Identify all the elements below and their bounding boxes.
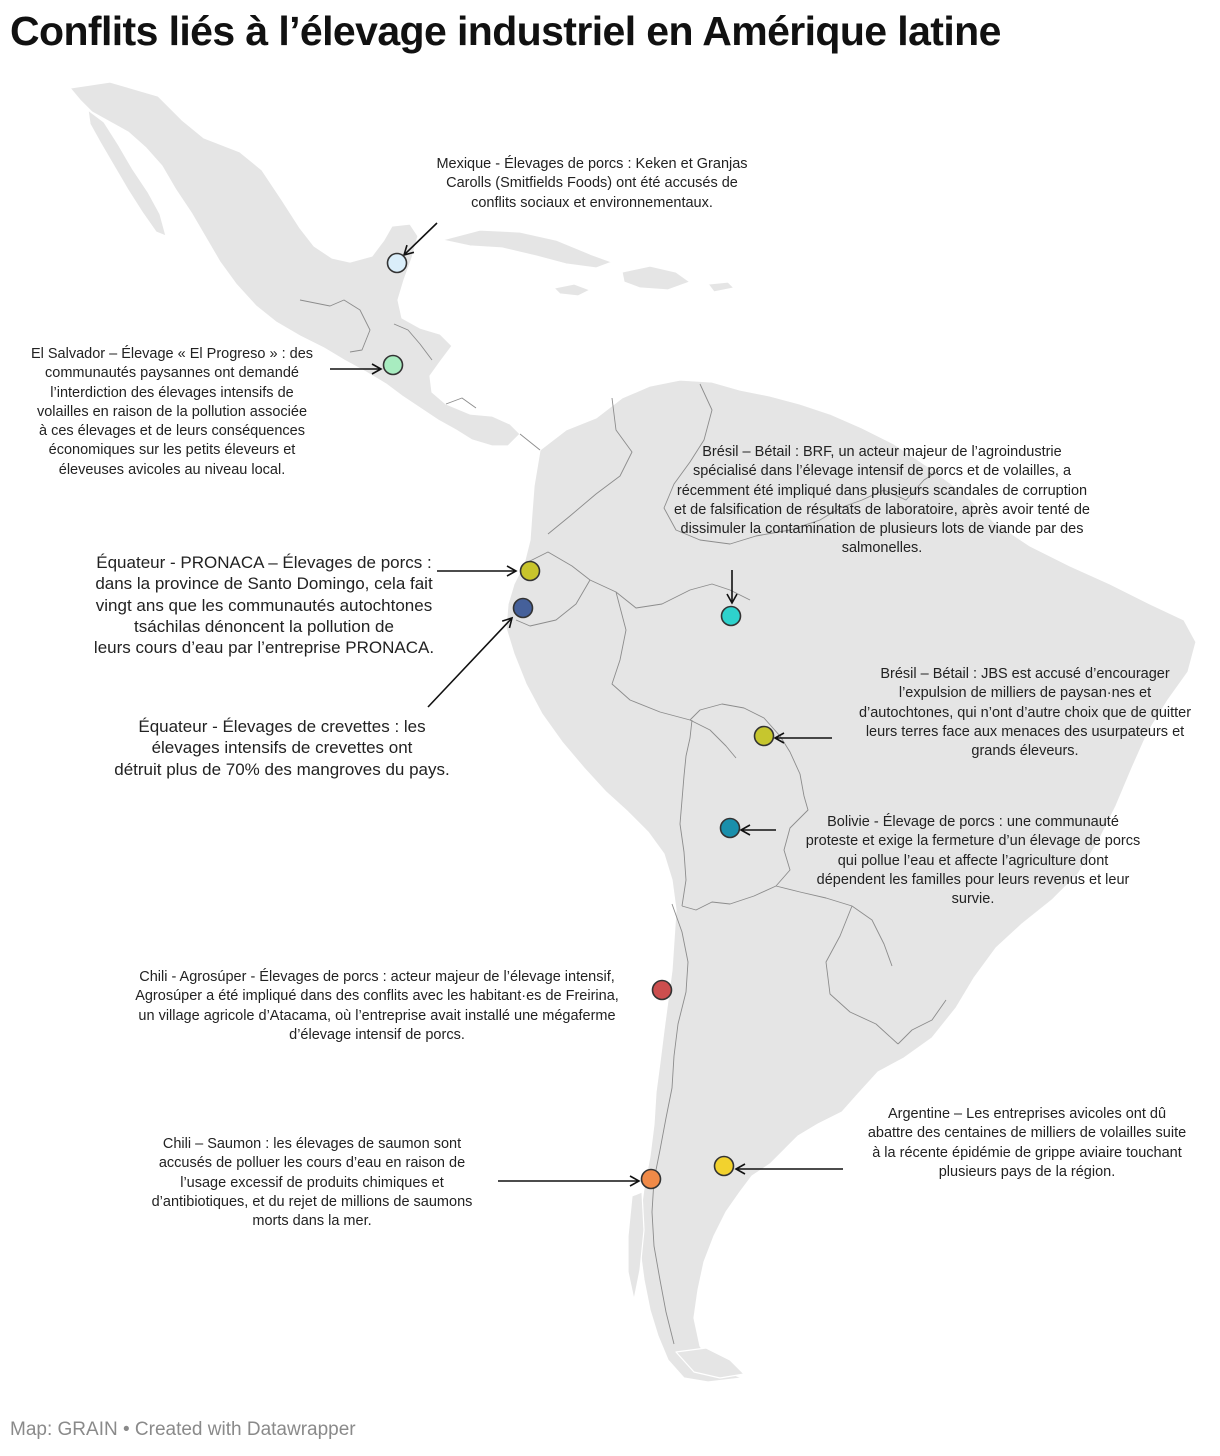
- annotation-mexique: [410, 155, 774, 213]
- marker-bolivie[interactable]: [721, 819, 740, 838]
- annotation-line: vingt ans que les communautés autochtones: [95, 595, 433, 615]
- annotation-line: élevages intensifs de crevettes ont: [151, 738, 413, 758]
- annotation-line: leurs terres face aux menaces des usurpateurs et: [865, 723, 1185, 740]
- annotation-line: dépendent les familles pour leurs revenus et leur: [816, 871, 1130, 888]
- marker-equateur-crevettes[interactable]: [514, 599, 533, 618]
- annotation-salvador: [16, 345, 328, 480]
- annotation-line: spécialisé dans l’élevage intensif de porcs et de volailles, a: [692, 463, 1072, 480]
- annotation-line: Argentine – Les entreprises avicoles ont dû: [887, 1106, 1167, 1122]
- annotation-line: Équateur - PRONACA – Élevages de porcs :: [96, 553, 432, 572]
- annotation-line: volailles en raison de la pollution associée: [36, 403, 308, 420]
- annotation-line: leurs cours d’eau par l’entreprise PRONACA.: [93, 638, 435, 658]
- marker-equateur-pronaca[interactable]: [521, 562, 540, 581]
- annotation-line: Carolls (Smitfields Foods) ont été accusés de: [446, 175, 738, 192]
- annotation-line: tsáchilas dénoncent la pollution de: [134, 616, 394, 636]
- puerto-rico: [708, 282, 734, 292]
- annotation-line: l’usage excessif de produits chimiques et: [180, 1174, 444, 1191]
- annotation-bresil-jbs: [836, 665, 1214, 761]
- annotation-line: Chili - Agrosúper - Élevages de porcs : acteur majeur de l’élevage intensif,: [139, 969, 615, 985]
- marker-argentine[interactable]: [715, 1157, 734, 1176]
- annotation-line: grands éleveurs.: [971, 743, 1079, 760]
- annotation-line: salmonelles.: [841, 540, 923, 557]
- marker-chili-agrosuper[interactable]: [653, 981, 672, 1000]
- annotation-line: qui pollue l’eau et affecte l’agriculture dont: [837, 852, 1109, 869]
- marker-bresil-jbs[interactable]: [755, 727, 774, 746]
- annotation-equateur-crevettes: [86, 716, 478, 780]
- annotation-line: Chili – Saumon : les élevages de saumon sont: [162, 1136, 462, 1152]
- annotation-line: Équateur - Élevages de crevettes : les: [138, 717, 426, 736]
- annotation-chili-saumon: [130, 1135, 494, 1231]
- annotation-equateur-pronaca: [66, 552, 462, 658]
- marker-salvador[interactable]: [384, 356, 403, 375]
- annotation-line: conflits sociaux et environnementaux.: [471, 194, 713, 211]
- annotation-line: d’autochtones, qui n’ont d’autre choix que de quitter: [858, 704, 1192, 721]
- annotation-line: Bolivie - Élevage de porcs : une communauté: [827, 814, 1119, 830]
- annotation-line: dissimuler la contamination de plusieurs lots de viande par des: [680, 521, 1084, 538]
- annotation-line: communautés paysannes ont demandé: [45, 365, 299, 382]
- annotation-argentine: [846, 1105, 1208, 1182]
- annotation-line: à ces élevages et de leurs conséquences: [38, 423, 305, 440]
- hispaniola: [622, 266, 690, 290]
- annotation-line: accusés de polluer les cours d’eau en raison de: [158, 1155, 466, 1172]
- annotation-line: abattre des centaines de milliers de volailles suite: [867, 1125, 1187, 1142]
- annotation-line: détruit plus de 70% des mangroves du pays.: [114, 759, 450, 779]
- annotation-bolivie: [778, 813, 1168, 909]
- annotation-line: plusieurs pays de la région.: [938, 1163, 1116, 1180]
- annotation-line: Brésil – Bétail : BRF, un acteur majeur de l’agroindustrie: [702, 444, 1062, 460]
- map-credit: Map: GRAIN • Created with Datawrapper: [10, 1419, 356, 1440]
- annotation-line: l’interdiction des élevages intensifs de: [50, 384, 294, 401]
- marker-chili-saumon[interactable]: [642, 1170, 661, 1189]
- annotation-line: El Salvador – Élevage « El Progreso » : des: [30, 346, 314, 362]
- annotation-line: récemment été impliqué dans plusieurs scandales de corruption: [676, 482, 1088, 499]
- annotation-line: survie.: [951, 891, 995, 908]
- annotation-line: proteste et exige la fermeture d’un élevage de porcs: [805, 833, 1141, 850]
- annotation-line: à la récente épidémie de grippe aviaire touchant: [872, 1144, 1182, 1161]
- annotation-line: Agrosúper a été impliqué dans des conflits avec les habitant·es de Freirina,: [135, 988, 619, 1005]
- annotation-line: économiques sur les petits éleveurs et: [48, 442, 296, 459]
- marker-mexique[interactable]: [388, 254, 407, 273]
- annotation-bresil-brf: [636, 443, 1128, 559]
- annotation-line: éleveuses avicoles au niveau local.: [58, 461, 286, 478]
- chile-islands: [628, 1192, 644, 1300]
- annotation-line: d’antibiotiques, et du rejet de millions de saumons: [151, 1193, 473, 1210]
- annotation-line: morts dans la mer.: [252, 1213, 372, 1230]
- annotation-line: et de falsification de résultats de laboratoire, après avoir tenté de: [674, 501, 1090, 518]
- marker-bresil-brf[interactable]: [722, 607, 741, 626]
- annotation-line: Mexique - Élevages de porcs : Keken et Granjas: [436, 156, 748, 172]
- annotation-line: Brésil – Bétail : JBS est accusé d’encourager: [880, 666, 1170, 682]
- annotation-line: dans la province de Santo Domingo, cela fait: [95, 574, 433, 594]
- jamaica: [554, 284, 590, 296]
- page-title: Conflits liés à l’élevage industriel en Amérique latine: [10, 8, 1001, 54]
- annotation-line: d’élevage intensif de porcs.: [289, 1026, 465, 1043]
- annotation-line: l’expulsion de milliers de paysan·nes et: [898, 685, 1152, 702]
- annotation-chili-agrosuper: [104, 968, 650, 1045]
- annotation-line: un village agricole d’Atacama, où l’entreprise avait installé une mégaferme: [138, 1007, 616, 1024]
- cuba: [442, 230, 612, 268]
